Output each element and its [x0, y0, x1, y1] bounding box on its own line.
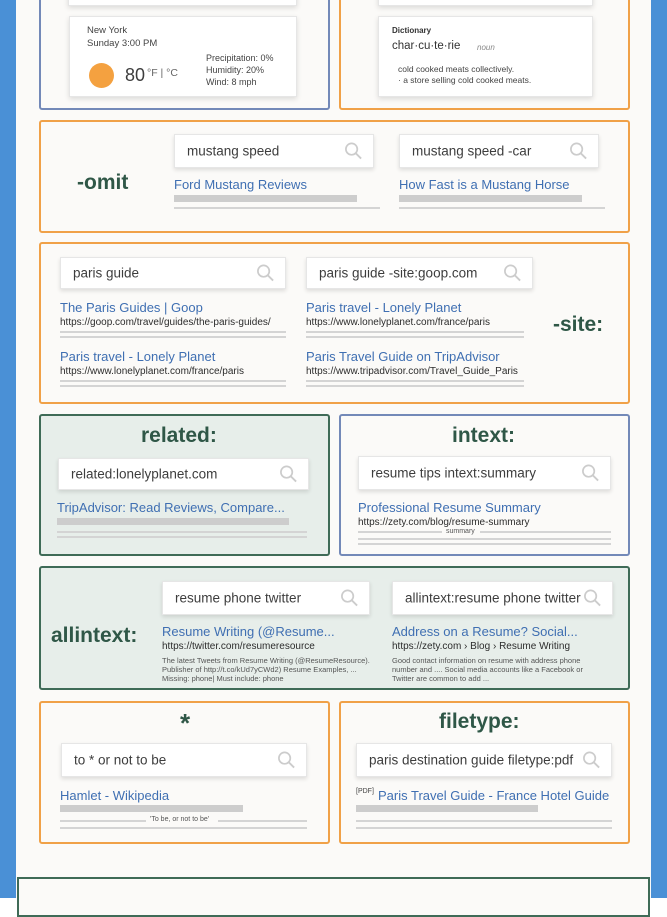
weather-units: °F | °C: [147, 67, 178, 79]
weather-humidity: Humidity: 20%: [206, 65, 265, 75]
dictionary-pos: noun: [477, 43, 495, 52]
site-right-url-1: https://www.lonelyplanet.com/france/paris: [306, 317, 490, 328]
site-right-line-2: [306, 380, 524, 382]
site-right-line-2b: [306, 385, 524, 387]
related-label: related:: [141, 424, 217, 447]
dictionary-card: [378, 16, 593, 97]
allintext-label: allintext:: [51, 624, 138, 647]
dictionary-word: char·cu·te·rie: [392, 40, 461, 52]
site-right-line-1b: [306, 336, 524, 338]
dictionary-def1: cold cooked meats collectively.: [398, 64, 515, 74]
intext-result[interactable]: Professional Resume Summary: [358, 500, 541, 515]
site-right-line-1: [306, 331, 524, 333]
site-left-line-2b: [60, 385, 286, 387]
allintext-left-url: https://twitter.com/resumeresource: [162, 641, 315, 652]
weather-city: New York: [87, 25, 128, 36]
allintext-right-query: allintext:resume phone twitter: [405, 590, 581, 606]
allintext-left-query: resume phone twitter: [175, 590, 302, 606]
intext-search[interactable]: [358, 456, 611, 490]
search-icon[interactable]: [569, 142, 588, 161]
related-query: related:lonelyplanet.com: [71, 466, 218, 482]
wildcard-line-1b: [218, 820, 307, 822]
allintext-right-url: https://zety.com › Blog › Resume Writing: [392, 641, 571, 652]
search-icon[interactable]: [256, 264, 275, 283]
site-right-query: paris guide -site:goop.com: [319, 265, 478, 281]
omit-right-result[interactable]: How Fast is a Mustang Horse: [399, 177, 570, 192]
related-snippet-bar: [57, 518, 289, 525]
wildcard-search[interactable]: [61, 743, 307, 777]
related-search[interactable]: [58, 458, 309, 490]
weather-temp: 80: [125, 65, 146, 85]
site-left-query: paris guide: [73, 265, 140, 281]
wildcard-line-2: [60, 827, 307, 829]
site-left-result-1[interactable]: The Paris Guides | Goop: [60, 300, 203, 315]
dictionary-prev-card: [378, 0, 593, 6]
site-right-url-2: https://www.tripadvisor.com/Travel_Guide_Paris: [306, 366, 518, 377]
search-icon[interactable]: [581, 464, 600, 483]
weather-card: [69, 16, 297, 97]
dictionary-def2: · a store selling cold cooked meats.: [398, 75, 532, 85]
site-left-line-2: [60, 380, 286, 382]
site-right-result-2[interactable]: Paris Travel Guide on TripAdvisor: [306, 349, 500, 364]
allintext-left-snippet-2: Publisher of http://t.co/kUd7yCWd2) Resume Examples, ...: [162, 665, 357, 674]
related-snippet-line: [57, 531, 307, 533]
intext-line-2: [358, 538, 611, 540]
intext-line-3: [358, 543, 611, 545]
allintext-left-snippet-1: The latest Tweets from Resume Writing (@ResumeResource).: [162, 656, 370, 665]
wildcard-result[interactable]: Hamlet - Wikipedia: [60, 788, 170, 803]
filetype-line-2: [356, 827, 612, 829]
intext-label: intext:: [452, 424, 515, 447]
omit-left-search[interactable]: [174, 134, 374, 168]
allintext-left-search[interactable]: [162, 581, 370, 615]
wildcard-snippet-bar: [60, 805, 243, 812]
site-left-line-1: [60, 331, 286, 333]
omit-label: -omit: [77, 171, 129, 194]
search-icon[interactable]: [344, 142, 363, 161]
weather-wind: Wind: 8 mph: [206, 77, 257, 87]
filetype-search[interactable]: [356, 743, 612, 777]
omit-left-snippet-line: [174, 207, 380, 209]
allintext-right-snippet-2: number and .... Social media accounts like a Facebook or: [392, 665, 583, 674]
site-left-url-2: https://www.lonelyplanet.com/france/paris: [60, 366, 244, 377]
weather-prev-card: [68, 0, 297, 6]
intext-line-1b: [480, 531, 611, 533]
intext-snippet: summary: [446, 528, 475, 535]
allintext-right-snippet-3: Twitter are common to add ...: [392, 674, 490, 683]
search-icon[interactable]: [583, 589, 602, 608]
filetype-result[interactable]: Paris Travel Guide - France Hotel Guide: [378, 788, 610, 803]
wildcard-line-1: [60, 820, 146, 822]
search-icon[interactable]: [340, 589, 359, 608]
omit-left-snippet-bar: [174, 195, 357, 202]
search-icon[interactable]: [279, 465, 298, 484]
omit-right-search[interactable]: [399, 134, 599, 168]
allintext-right-snippet-1: Good contact information on resume with address phone: [392, 656, 581, 665]
allintext-right-search[interactable]: [392, 581, 613, 615]
allintext-right-result[interactable]: Address on a Resume? Social...: [392, 624, 578, 639]
site-label: -site:: [553, 313, 604, 336]
search-icon[interactable]: [503, 264, 522, 283]
related-result[interactable]: TripAdvisor: Read Reviews, Compare...: [57, 500, 285, 515]
omit-left-result[interactable]: Ford Mustang Reviews: [174, 177, 307, 192]
search-icon[interactable]: [277, 751, 296, 770]
intext-url: https://zety.com/blog/resume-summary: [358, 517, 530, 528]
weather-time: Sunday 3:00 PM: [87, 38, 158, 49]
next-section-box: [17, 877, 650, 917]
omit-left-query: mustang speed: [187, 143, 280, 159]
wildcard-query: to * or not to be: [74, 752, 167, 768]
wildcard-label: *: [180, 708, 191, 738]
filetype-query: paris destination guide filetype:pdf: [369, 752, 574, 768]
omit-right-query: mustang speed -car: [412, 143, 532, 159]
omit-right-snippet-bar: [399, 195, 582, 202]
related-snippet-line-2: [57, 536, 307, 538]
omit-right-snippet-line: [399, 207, 605, 209]
right-edge-strip: [651, 0, 667, 898]
site-left-search[interactable]: [60, 257, 286, 289]
sun-icon: [89, 63, 114, 88]
site-right-search[interactable]: [306, 257, 533, 289]
dictionary-heading: Dictionary: [392, 26, 432, 35]
filetype-line-1: [356, 820, 612, 822]
intext-query: resume tips intext:summary: [371, 465, 537, 481]
filetype-label: filetype:: [439, 710, 520, 733]
site-left-result-2[interactable]: Paris travel - Lonely Planet: [60, 349, 216, 364]
filetype-snippet-bar: [356, 805, 538, 812]
site-left-url-1: https://goop.com/travel/guides/the-paris-guides/: [60, 317, 271, 328]
site-right-result-1[interactable]: Paris travel - Lonely Planet: [306, 300, 462, 315]
allintext-left-snippet-3: Missing: phone| Must include: phone: [162, 674, 284, 683]
weather-precipitation: Precipitation: 0%: [206, 53, 274, 63]
wildcard-snippet: 'To be, or not to be': [150, 816, 210, 823]
site-left-line-1b: [60, 336, 286, 338]
allintext-left-result[interactable]: Resume Writing (@Resume...: [162, 624, 335, 639]
left-edge-strip: [0, 0, 16, 898]
search-icon[interactable]: [582, 751, 601, 770]
intext-line-1: [358, 531, 442, 533]
filetype-pdf-tag: [PDF]: [356, 788, 374, 795]
